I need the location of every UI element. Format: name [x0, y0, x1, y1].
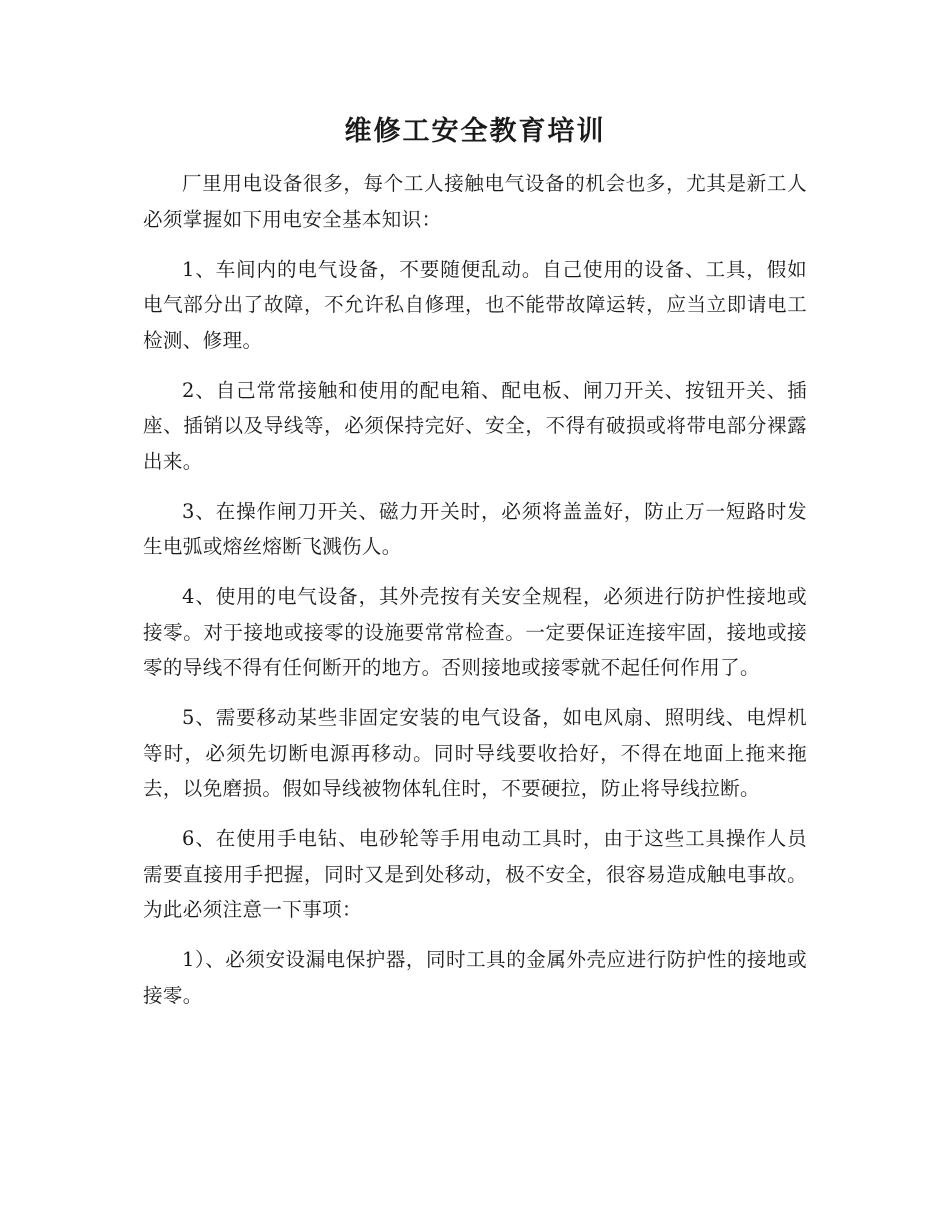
paragraph-subrule-1: 1）、必须安设漏电保护器，同时工具的金属外壳应进行防护性的接地或接零。: [143, 948, 807, 1007]
paragraph-rule-1: 1、车间内的电气设备，不要随便乱动。自己使用的设备、工具，假如电气部分出了故障，不允许私自修理，也不能带故障运转，应当立即请电工检测、修理。: [143, 257, 807, 352]
paragraph-rule-6: 6、在使用手电钻、电砂轮等手用电动工具时，由于这些工具操作人员需要直接用手把握，同时又是到处移动，极不安全，很容易造成触电事故。为此必须注意一下事项：: [143, 827, 807, 921]
document-title: 维修工安全教育培训: [344, 116, 606, 147]
paragraph-rule-5: 5、需要移动某些非固定安装的电气设备，如电风扇、照明线、电焊机等时，必须先切断电源再移动。同时导线要收拾好，不得在地面上拖来拖去，以免磨损。假如导线被物体轧住时，不要硬拉，防止将导线拉断。: [143, 706, 807, 800]
paragraph-intro: 厂里用电设备很多，每个工人接触电气设备的机会也多，尤其是新工人必须掌握如下用电安全基本知识：: [143, 172, 807, 231]
paragraph-rule-4: 4、使用的电气设备，其外壳按有关安全规程，必须进行防护性接地或接零。对于接地或接零的设施要常常检查。一定要保证连接牢固，接地或接零的导线不得有任何断开的地方。否则接地或接零就不起任何作用了。: [143, 585, 807, 679]
paragraph-rule-3: 3、在操作闸刀开关、磁力开关时，必须将盖盖好，防止万一短路时发生电弧或熔丝熔断飞溅伤人。: [143, 499, 807, 558]
paragraph-rule-2: 2、自己常常接触和使用的配电箱、配电板、闸刀开关、按钮开关、插座、插销以及导线等，必须保持完好、安全，不得有破损或将带电部分裸露出来。: [143, 378, 807, 473]
document-body: [143, 166, 807, 1028]
